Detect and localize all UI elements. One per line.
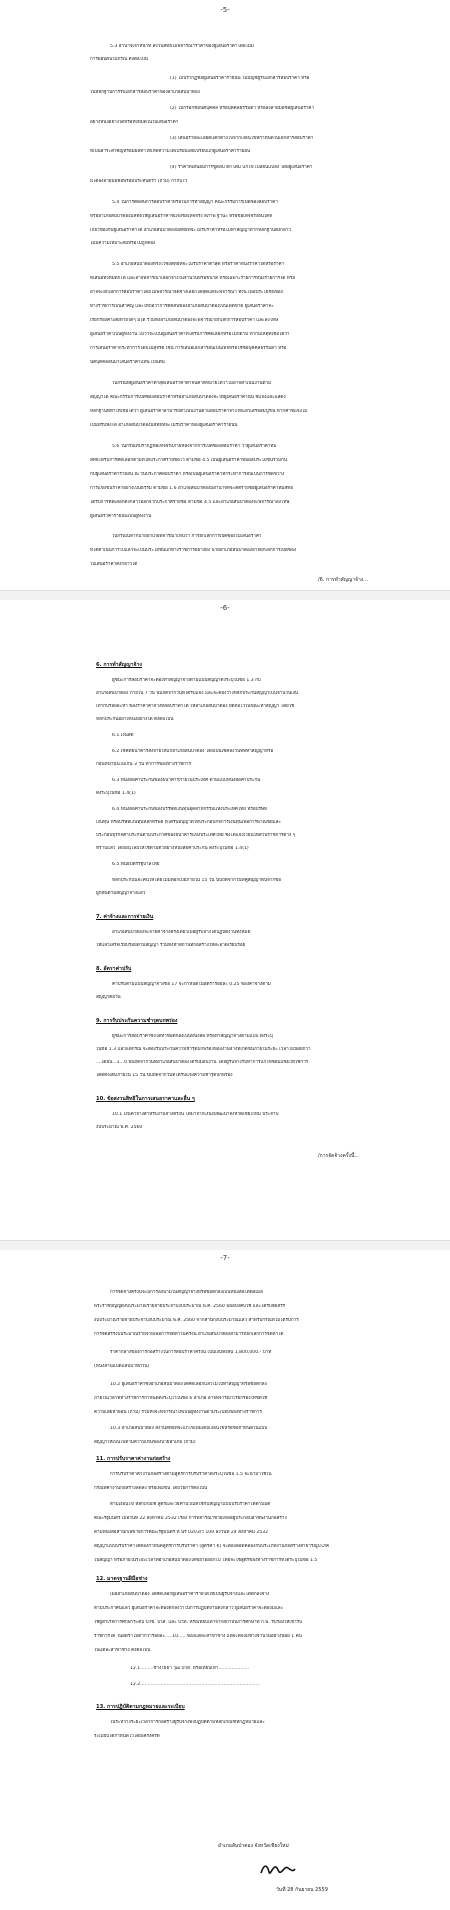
body-line: มิได้ลงลายมือชื่อพร้อมประทับตรา (ถ้ามี) กำกับไว้ bbox=[90, 179, 188, 184]
body-line: ประกอบธุรกิจค้ำประกันตามประกาศของธนาคารแห่งประเทศไทย ซึ่งได้แจ้งเวียนให้ส่วนราชการต่าง ๆ bbox=[96, 833, 296, 838]
body-line: ได้รับการคัดเลือกดังกล่าวออกจากประกาศรายชื่อ ตามข้อ 4.5 และอำเภอสันป่าตองจะพิจารณาลงโทษ bbox=[90, 500, 290, 505]
body-line: ในหลักฐานการรับเอกสารสอบราคาของอำเภอสันป่าตอง bbox=[90, 90, 200, 95]
body-line: ใบเสนอราคาดังกล่าวได้ bbox=[90, 562, 138, 567]
body-line: นิติบุคคลอื่นมาเสนอราคาแทน เป็นต้น bbox=[90, 360, 165, 365]
continuation-note: /การจัดจ้างครั้งนี้... bbox=[318, 1153, 360, 1159]
body-line: 12.2.................................................................................. bbox=[130, 1682, 260, 1687]
body-line: หลักประกันนี้จะคืนให้โดยไม่มีดอกเบี้ยภายใน 15 วัน นับถัดจากวันที่คู่สัญญาพ้นจากข้อ bbox=[112, 878, 282, 883]
body-line: 12.1.........ช่างโยธา วุฒิ ปวส. หรือเทียบเท่า..................... bbox=[130, 1666, 250, 1671]
body-line: สัญญาได้ คณะกรรมการเปิดซองสอบราคาหรืออำเภอสันป่าตองจะให้ผู้เสนอราคานั้น ชี้แจงและแสดง bbox=[90, 395, 286, 400]
section-title: 9. การรับประกันความชำรุดบกพร่อง bbox=[96, 1018, 178, 1024]
body-line: อาจจะยกเลิกการสอบราคาโดยไม่พิจารณาจัดจ้างเลยก็ได้สุดแต่จะพิจารณา ทั้งนี้ เพื่อประโยชน์ของ bbox=[90, 290, 283, 295]
body-line: (2) ไม่กรอกชื่อนิติบุคคล หรือบุคคลธรรมดา หรือลงลายมือชื่อผู้เสนอราคา bbox=[170, 106, 315, 111]
section-title: 7. ค่าจ้างและการจ่ายเงิน bbox=[96, 914, 154, 920]
body-line: ในข้อ 1.3 แล้วแต่กรณี จะต้องรับประกันความชำรุดบกพร่องของงานจ้างที่เกิดขึ้นภายในระยะ เวลาไม่น้อยกว่า bbox=[96, 1047, 311, 1052]
body-line: การผ่อนผันในกรณี ดังต่อไปนี้ bbox=[90, 57, 148, 62]
body-line: 6.3 หนังสือค้ำประกันของธนาคารภายในประเทศ ตามแบบหนังสือค้ำประกัน bbox=[112, 778, 261, 783]
body-line: 5.5 อำเภอสันป่าตองทรงไว้ซึ่งสิทธิที่จะไม่รับราคาต่ำสุด หรือราคาหนึ่งราคาใดหรือราคา bbox=[112, 262, 285, 267]
body-line: ผู้ชนะการสอบราคาซึ่งได้ทำข้อตกลงเป็นหนังสือ หรือทำสัญญาจ้างตามแบบ ดังระบุ bbox=[112, 1034, 273, 1039]
body-line: พระราชบัญญัติงบประมาณรายจ่ายประจำปีงบประมาณ พ.ศ. 2560 มีผลบังคับใช้ และได้รับจัดสรร bbox=[94, 1304, 286, 1309]
body-line: 10.1 เงินค่าจ้างสำหรับงานจ้างครั้งนี้ ได้มาจากเงินงบพัฒนาจังหวัดเชียงใหม่ ประจำปี bbox=[112, 1112, 279, 1117]
page-5 bbox=[0, 0, 450, 590]
body-line: อำเภอสันป่าตอง ภายใน 7 วัน นับถัดจากวันที่ได้รับแจ้ง และจะต้องวางหลักประกันสัญญาเป็นจำนวนเงิน bbox=[96, 691, 299, 696]
body-line: (1) ไม่ปรากฏชื่อผู้เสนอราคารายนั้น ในบัญชีผู้รับเอกสารสอบราคา หรือ bbox=[170, 76, 310, 81]
body-line: เงินทุน หรือบริษัทเงินทุนหลักทรัพย์ ที่ได้รับอนุญาตให้ประกอบกิจการเงินทุนเพื่อการพาณิชย์และ bbox=[96, 820, 281, 825]
body-line: ความเสียหายอื่น (ถ้ามี) รวมทั้งจะพิจารณาให้เป็นผู้ทิ้งงานตามระเบียบของทางราชการ bbox=[94, 1410, 262, 1415]
body-line: กรณีที่ค่างานก่อสร้างลดลง หรือเพิ่มขึ้น โดยวิธีการต่อไปนี้ bbox=[94, 1486, 208, 1491]
body-line: งบประมาณรายจ่ายประจำปีงบประมาณ พ.ศ. 2560 จากสำนักงบประมาณแล้ว สำหรับกรณีที่ไม่ได้รับการ bbox=[94, 1318, 299, 1323]
body-line: (หนึ่งล้านแปดแสนบาทถ้วน) bbox=[94, 1364, 150, 1369]
body-line: กับผู้เสนอราคารายอื่น ณ วันประกาศสอบราคา หรือเป็นผู้เสนอราคาที่กระทำการอันเป็นการขัดขวาง bbox=[90, 472, 285, 477]
body-line: 5.4 ในการตัดสินการสอบราคาหรือในการทำสัญญา คณะกรรมการเปิดซองสอบราคา bbox=[112, 200, 278, 205]
section-title: 13. การปฏิบัติตามกฎหมายและระเบียบ bbox=[96, 1704, 185, 1710]
issuer-name: อำเภอสันป่าตอง จังหวัดเชียงใหม่ bbox=[218, 1843, 289, 1849]
body-line: หลักฐานที่ทำให้เชื่อได้ว่า ผู้เสนอราคาสามารถดำเนินงานตามสอบราคาจ้างให้แล้วเสร็จสมบูรณ์ หากคำชี้แจงไม่ bbox=[90, 409, 308, 414]
body-line: อย่างหนึ่งอย่างใดหรือทั้งหมดในใบเสนอราคา bbox=[90, 120, 179, 125]
body-line: (4) ราคาที่เสนอมีการขูดลบ ตก เติม แก้ไข เปลี่ยนแปลง โดยผู้เสนอราคา bbox=[170, 165, 313, 170]
body-line: ทางราชการเป็นสำคัญ และให้ถือว่าการตัดสินของอำเภอสันป่าตองเป็นเด็ดขาด ผู้เสนอราคาจะ bbox=[90, 304, 274, 309]
body-line: ในระหว่างระยะเวลาการก่อสร้างผู้รับจ้างพึงปฏิบัติตามหลักเกณฑ์ที่กฎหมายและ bbox=[110, 1720, 265, 1725]
body-line: ตามเงื่อนไข หลักเกณฑ์ สูตรและวิธีคำนวณที่ใช้กับสัญญาแบบปรับราคาได้ตามมติ bbox=[110, 1502, 271, 1507]
body-line: การจัดจ้างครั้งนี้จะมีการลงนามในสัญญาจ้างหรือข้อตกลงเป็นหนังสือได้ต่อเมื่อ bbox=[110, 1290, 263, 1295]
body-line: สัญญาแบบปรับราคาได้ต้องกำหนดสูตรการปรับราคา (สูตรค่า K) จะต้องสอดคล้องกับประเภทงานก่อสร้างสาธารณูปโภค bbox=[94, 1544, 330, 1549]
body-line: ในกรณีนี้หากนายอำเภอพิจารณาเห็นว่า การยกเลิกการเปิดซองใบเสนอราคา bbox=[112, 534, 262, 539]
body-line: ค่าปรับตามแบบสัญญาจ้างข้อ 17 จะกำหนดในอัตราร้อยละ 0.25 ของค่าจ้างตาม bbox=[112, 982, 271, 987]
body-line: 5.6 ในกรณีที่ปรากฏข้อเท็จจริงภายหลังจากการเปิดซองสอบราคา ว่าผู้เสนอราคาที่มี bbox=[112, 444, 277, 449]
document-date: วันที่ 28 กันยายน 2559 bbox=[276, 1887, 328, 1893]
body-line: ให้แล้วเสร็จเรียบร้อยตามสัญญา รวมทั้งทำสถานที่ก่อสร้างให้สะอาดเรียบร้อย bbox=[96, 943, 246, 948]
page-7 bbox=[0, 1250, 450, 1910]
body-line: ผู้เสนอราคารายนั้นเป็นผู้ทิ้งงาน bbox=[90, 514, 152, 519]
body-line: เท่ากับร้อยละห้า ของราคาค่าจ้างที่สอบราคาได้ ให้อำเภอสันป่าตอง ยึดถือไว้ในขณะทำสัญญา โดยใช้ bbox=[96, 704, 295, 709]
body-line: ราชการได้ ในอัตราไม่ต่ำกว่าร้อยละ.....10......ของแต่ละสาขาช่าง แต่จะต้องมีช่างจำนวนอย่างน้อย 1 คน bbox=[94, 1634, 302, 1639]
page-number: -5- bbox=[220, 6, 230, 14]
body-line: 10.2 ผู้เสนอราคาซึ่งอำเภอสันป่าตองได้คัดเลือกแล้วไม่ไปทำสัญญาหรือข้อตกลง bbox=[110, 1382, 267, 1387]
body-line: 6.1 เงินสด bbox=[112, 733, 134, 738]
body-line: ราคากลางของการก่อสร้างในการสอบราคาครั้งนี้ เป็นเงินทั้งสิ้น 1,800,000.- บาท bbox=[110, 1350, 272, 1355]
body-line: ที่เป็นสาระสำคัญหรือมีผลทำให้เกิดความได้เปรียบเสียเปรียบแก่ผู้เสนอราคารายอื่น bbox=[90, 149, 251, 154]
body-line: หรืออำเภอสันป่าตองมีสิทธิให้ผู้เสนอราคาชี้แจงข้อเท็จจริง สภาพ ฐานะ หรือข้อเท็จจริงอื่นใดที่ bbox=[90, 214, 273, 219]
body-line: การแข่งขันราคาอย่างเป็นธรรม ตามข้อ 1.6 อำเภอสันป่าตองมีอำนาจที่จะตัดรายชื่อผู้เสนอราคาที่มีสิทธิ bbox=[90, 486, 294, 491]
continuation-note: /6. การทำสัญญาจ้าง... bbox=[318, 577, 368, 583]
signature-image bbox=[258, 1858, 298, 1880]
body-line: สิทธิได้รับการคัดเลือกตามที่ได้ประกาศรายชื่อไว้ ตามข้อ 4.5 เป็นผู้เสนอราคาที่มีผลประโยชน์ร่วมกัน bbox=[90, 458, 287, 463]
body-line: ไม่มีความเหมาะสมหรือไม่ถูกต้อง bbox=[90, 241, 156, 246]
body-line: การจัดสรรงบประมาณรายจ่ายเพื่อการจัดหาในครั้งนี้ อำเภอสันป่าตองสามารถยกเลิกการจัดหาได้ bbox=[94, 1332, 284, 1337]
body-line: ก่อนหน้านั้นไม่เกิน 3 วัน ทำการของทางราชการ bbox=[96, 762, 191, 767]
body-line: สัญญาต่อวัน bbox=[96, 995, 121, 1000]
body-line: ได้ดีดังเดิมภายใน 15 วัน นับถัดจากวันที่ได้รับแจ้งความชำรุดบกพร่อง bbox=[96, 1073, 233, 1078]
body-line: คณะรัฐมนตรี เมื่อวันที่ 22 สิงหาคม 2532 เรื่อง การพิจารณาช่วยเหลือผู้ประกอบอาชีพงานก่อสร้าง bbox=[94, 1516, 287, 1521]
body-line: ภายในเวลาที่ทางราชการกำหนดดังระบุไว้ในข้อ 6 อำเภอ อาจพิจารณาเรียกร้องให้ชดใช้ bbox=[94, 1396, 268, 1401]
body-line: อำเภอสันป่าตองจะจ่ายค่าจ้างครั้งเดียวเมื่อผู้รับจ้างได้ปฏิบัติงานทั้งหมด bbox=[112, 930, 251, 935]
section-title: 10. ข้อสงวนสิทธิในการเสนอราคาและอื่น ๆ bbox=[96, 1096, 195, 1102]
section-title: 12. มาตรฐานฝีมือช่าง bbox=[96, 1576, 148, 1582]
body-line: เรียกร้องค่าเสียหายใดๆ มิได้ รวมทั้งอำเภอสันป่าตองจะพิจารณายกเลิกการสอบราคา และลงโทษ bbox=[90, 318, 279, 323]
body-line: ผู้เสนอราคาเป็นผู้ทิ้งงาน ไม่ว่าจะเป็นผู้เสนอราคาที่ได้รับการคัดเลือกหรือไม่ก็ตาม หากมีเหตุที่เชื่อได้ว่า bbox=[90, 332, 290, 337]
body-line: การเสนอราคากระทำการโดยไม่สุจริต เช่น การเสนอเอกสารอันเป็นเท็จหรือใช้ชื่อบุคคลธรรมดา หรือ bbox=[90, 346, 287, 351]
body-line: ....เดือน...1...ปี นับถัดจากวันที่อำเภอสันป่าตองได้รับมอบงาน โดยผู้รับจ้างรีบทำการแก้ไขซ่อมแซมให้ใช้การ bbox=[96, 1060, 309, 1065]
page-6 bbox=[0, 600, 450, 1240]
body-line: สัญญาให้เป็นไปตามความเห็นของนายอำเภอ (ถ้ามี) bbox=[94, 1440, 196, 1445]
body-line: เป็นที่รับฟังได้ อำเภอสันป่าตองมีสิทธิที่จะไม่รับราคาของผู้เสนอราคารายนั้น bbox=[90, 423, 238, 428]
body-line: เมื่ออำเภอสันป่าตอง ได้คัดเลือกผู้เสนอราคารายใดให้เป็นผู้รับจ้างและได้ตกลงจ้าง bbox=[110, 1592, 270, 1597]
body-line: ตามหนังสือสำนักเลขาธิการคณะรัฐมนตรี ที่ นร 0203/ว 109 ลงวันที่ 24 สิงหาคม 2532 bbox=[94, 1530, 269, 1535]
body-line: ดังระบุในข้อ 1.4(1) bbox=[96, 791, 136, 796]
page-number: -6- bbox=[220, 604, 230, 612]
body-line: 6.5 พันธบัตรรัฐบาลไทย bbox=[112, 862, 160, 867]
page-number: -7- bbox=[220, 1254, 230, 1262]
body-line: งบประมาณ พ.ศ. 2560 bbox=[96, 1125, 143, 1130]
body-line: 6.2 เช็คที่ธนาคารสั่งจ่ายให้แก่อำเภอสันป่าตอง โดยเป็นเช็คลงวันที่ที่ทำสัญญาหรือ bbox=[112, 749, 274, 754]
body-line: ตามประกาศนี้แล้ว ผู้เสนอราคาจะต้องตกลงว่าในการปฏิบัติงานดังกล่าว ผู้เสนอราคาจะต้องมีและ bbox=[94, 1606, 284, 1611]
body-line: ที่ได้ดำเนินการไปแล้วจะเป็นประโยชน์แก่ทางราชการอย่างยิ่ง นายอำเภอสันป่าตองอาจยกเลิกการเปิดซอง bbox=[90, 548, 297, 553]
body-line: 10.3 อำเภอสันป่าตอง สงวนสิทธิ์ที่จะแก้ไขเพิ่มเติมเงื่อนไขหรือข้อกำหนดในแบบ bbox=[110, 1426, 268, 1431]
body-line: ที่เสนอทั้งหมดก็ได้ และอาจพิจารณาเลือกจ้างในจำนวนหรือขนาด หรือเฉพาะรายการหนึ่งรายการใด หรือ bbox=[90, 276, 296, 281]
body-line: ทราบแล้ว โดยอนุโลมให้ใช้ตามตัวอย่างหนังสือค้ำประกัน ดังระบุในข้อ 1.4(1) bbox=[96, 846, 249, 851]
body-line: ใช้ผู้สำเร็จการศึกษาระดับ ปวช. ปวส. และ ปวท. หรือเทียบเท่าจากสถาบันการศึกษาที่ ก.พ. รับรองให้เข้ารับ bbox=[94, 1620, 303, 1625]
body-line: ผูกพันตามสัญญาจ้างแล้ว bbox=[96, 891, 146, 896]
body-line: เกี่ยวข้องกับผู้เสนอราคาได้ อำเภอสันป่าตองมีสิทธิที่จะไม่รับราคาหรือไม่ทำสัญญาหากหลักฐานดังกล่าว bbox=[90, 228, 291, 233]
body-line: 6.4 หนังสือค้ำประกันของบรรษัทเงินทุนอุตสาหกรรมแห่งประเทศไทย หรือบริษัท bbox=[112, 807, 268, 812]
body-line: ในแต่ละสาขาช่าง ดังต่อไปนี้ bbox=[94, 1648, 151, 1653]
section-title: 11. การปรับราคาค่างานก่อสร้าง bbox=[96, 1456, 171, 1462]
section-title: 6. การทำสัญญาจ้าง bbox=[96, 662, 142, 668]
body-line: ผู้ชนะการสอบราคาจะต้องทำสัญญาจ้างตามแบบสัญญาดังระบุในข้อ 1.3 กับ bbox=[112, 678, 261, 683]
body-line: ในกรณีที่ผู้เสนอราคาต่ำสุดเสนอราคาต่ำจนคาดหมายได้ว่าไม่อาจดำเนินงานตาม bbox=[112, 381, 272, 386]
body-line: หลักประกันอย่างหนึ่งอย่างใด ดังต่อไปนี้ bbox=[96, 717, 174, 722]
body-line: 5.3 อำนาจเจ้าหน้าที่ สงวนสิทธิ์ไม่พิจารณาราคาของผู้เสนอราคาโดยไม่มี bbox=[110, 44, 254, 49]
body-line: การปรับราคาค่างานก่อสร้างตามสูตรการปรับราคาดังระบุในข้อ 1.5 จะนำมาใช้ใน bbox=[110, 1472, 272, 1477]
body-line: (3) เสนอรายละเอียดแตกต่างไปจากเงื่อนไขที่กำหนดในเอกสารสอบราคา bbox=[170, 136, 314, 141]
body-line: ในสัญญา หรือภายในระยะเวลาที่อำเภอสันป่าตองได้ขยายออกไป โดยจะใช้สูตรของทางราชการที่ได้ระบุในข้อ 1.5 bbox=[94, 1558, 318, 1563]
section-title: 8. อัตราค่าปรับ bbox=[96, 966, 132, 972]
body-line: ระเบียบได้กำหนดไว้โดยเคร่งครัด bbox=[94, 1734, 160, 1739]
